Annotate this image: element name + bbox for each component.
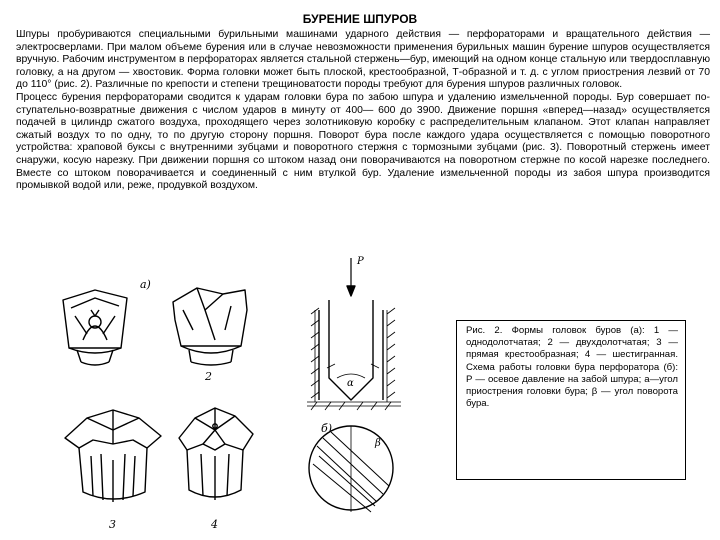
drill-head-3 [65,410,161,531]
drill-schematic [307,256,401,512]
figure-label-b: б) [321,422,333,435]
figure-label-alpha: α [347,378,354,389]
paragraph-2: Процесс бурения перфораторами сводится к ударам головки бура по забою шпура и удалению измельченной породы. Бур совершает по-ступательно-возвратные движения с числом ударов в минуту от 400— 600 до 3900. Движение поршня «вперед—назад» осуществляется подачей в цилиндр сжатого воздуха, проходящего через золотниковую коробку с распределительным клапаном. Этот клапан направляет сжатый воздух то по одну, то по другую сторону поршня. Поворот бура после каждого удара осуществляется с помощью поворотного устройства: храповой буксы с внутренними зубцами и поворотного стержня с тормозными зубцами (рис. 3). Поворотный стержень имеет снаружи, косую нарезку. При движении поршня со штоком назад они поворачиваются на поворотном стержне по косой нарезке последнего. Вместе со штоком поворачивается и соединенный с ним втулкой бур. Удаление измельченной породы из забоя шпура производится промывкой водой или, реже, продувкой воздухом. [16,91,710,192]
figure-label-a: а) [140,278,151,291]
drill-head-2 [173,288,247,383]
page-title: БУРЕНИЕ ШПУРОВ [302,12,418,26]
figure-label-4: 4 [211,518,218,531]
drill-head-4 [179,408,253,531]
figure-caption: Рис. 2. Формы головок буров (а): 1 — однодолотчатая; 2 — двухдолотчатая; 3 — прямая крестообразная; 4 — шестигранная. Схема работы головки бура перфоратора (б): Р — осевое давление на забой шпура; а—угол приострения головки бура; β — угол поворота бура. [466,325,678,410]
figure-label-P: P [357,256,364,267]
figure-caption-box [456,320,686,480]
drill-head-1 [63,290,127,365]
figure-label-3: 3 [109,518,116,531]
figure-label-beta: β [375,438,381,449]
paragraph-1: Шпуры пробуриваются специальными бурильными машинами ударного действия — перфораторами и вращательного действия — электросверлами. При малом объеме бурения или в случае невозможности применения бурильных машин бурение шпуров осуществляется вручную. Рабочим инструментом в перфораторах является стальной стержень—бур, имеющий на одном конце стальную или твердосплавную головку, а на другом — хвостовик. Форма головки может быть плоской, крестообразной, Т-образной и т. д. с углом приострения лезвий от 70 до 110° (рис. 2). Различные по крепости и степени трещиноватости породы требуют для бурения шпуров различных головок. [16,29,710,91]
drill-head-figure [55,250,455,540]
body-text [16,29,710,193]
figure-label-2: 2 [205,370,212,383]
